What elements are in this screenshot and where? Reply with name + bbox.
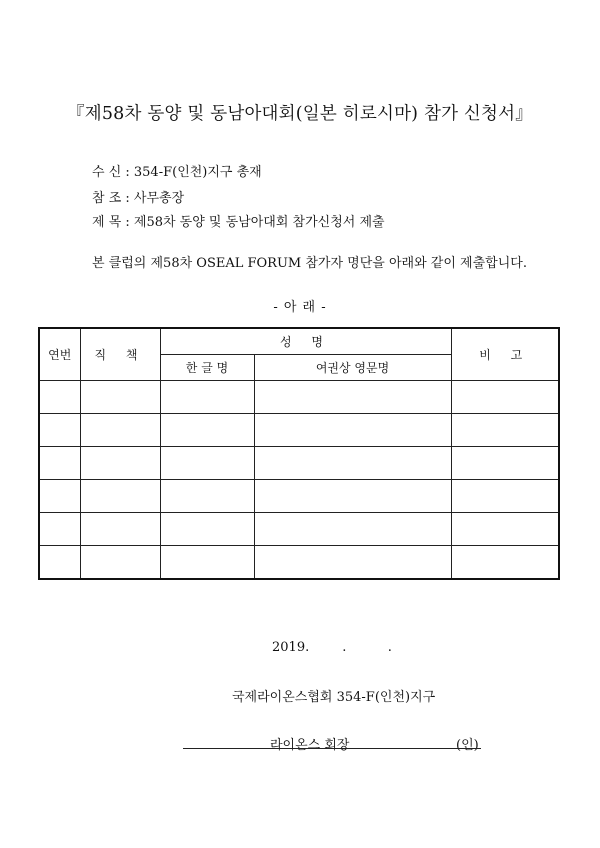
cell-name-english[interactable] — [254, 512, 451, 545]
cell-remarks[interactable] — [451, 413, 559, 446]
header-name: 성 명 — [160, 328, 451, 354]
table-row — [39, 446, 559, 479]
cell-name-english[interactable] — [254, 545, 451, 579]
cell-remarks[interactable] — [451, 545, 559, 579]
table-row — [39, 380, 559, 413]
cell-position[interactable] — [80, 479, 160, 512]
table-row — [39, 479, 559, 512]
cell-name-korean[interactable] — [160, 479, 254, 512]
participant-table — [38, 327, 560, 580]
cell-no[interactable] — [39, 512, 80, 545]
header-no: 연번 — [39, 328, 80, 380]
cell-remarks[interactable] — [451, 479, 559, 512]
cell-name-english[interactable] — [254, 413, 451, 446]
signer-title: 라이온스 회장 — [270, 738, 350, 753]
cell-no[interactable] — [39, 545, 80, 579]
submission-date: 2019. . . — [272, 640, 392, 655]
table-row — [39, 413, 559, 446]
seal-mark: (인) — [456, 738, 479, 753]
document-title: 『제58차 동양 및 동남아대회(일본 히로시마) 참가 신청서』 — [67, 104, 533, 124]
cell-no[interactable] — [39, 413, 80, 446]
cell-name-english[interactable] — [254, 380, 451, 413]
table-row — [39, 512, 559, 545]
cell-no[interactable] — [39, 479, 80, 512]
cell-remarks[interactable] — [451, 446, 559, 479]
header-remarks: 비 고 — [451, 328, 559, 380]
cell-remarks[interactable] — [451, 380, 559, 413]
cell-position[interactable] — [80, 512, 160, 545]
signature-line — [183, 748, 481, 749]
cell-name-english[interactable] — [254, 479, 451, 512]
cell-name-korean[interactable] — [160, 413, 254, 446]
cell-name-korean[interactable] — [160, 545, 254, 579]
cell-position[interactable] — [80, 545, 160, 579]
header-position: 직 책 — [80, 328, 160, 380]
cell-remarks[interactable] — [451, 512, 559, 545]
cell-position[interactable] — [80, 380, 160, 413]
header-name-korean: 한 글 명 — [160, 354, 254, 380]
header-name-english: 여권상 영문명 — [254, 354, 451, 380]
cell-name-korean[interactable] — [160, 380, 254, 413]
section-heading: - 아 래 - — [273, 300, 327, 315]
reference-line: 참 조 : 사무총장 — [92, 191, 185, 206]
table-row — [39, 545, 559, 579]
cell-position[interactable] — [80, 446, 160, 479]
cell-no[interactable] — [39, 380, 80, 413]
subject-line: 제 목 : 제58차 동양 및 동남아대회 참가신청서 제출 — [92, 215, 385, 230]
cell-name-korean[interactable] — [160, 446, 254, 479]
cell-no[interactable] — [39, 446, 80, 479]
recipient-line: 수 신 : 354-F(인천)지구 총재 — [92, 165, 262, 180]
cell-name-korean[interactable] — [160, 512, 254, 545]
cell-name-english[interactable] — [254, 446, 451, 479]
cell-position[interactable] — [80, 413, 160, 446]
organization-name: 국제라이온스협회 354-F(인천)지구 — [232, 690, 436, 705]
intro-paragraph: 본 클럽의 제58차 OSEAL FORUM 참가자 명단을 아래와 같이 제출합니다. — [92, 256, 527, 271]
